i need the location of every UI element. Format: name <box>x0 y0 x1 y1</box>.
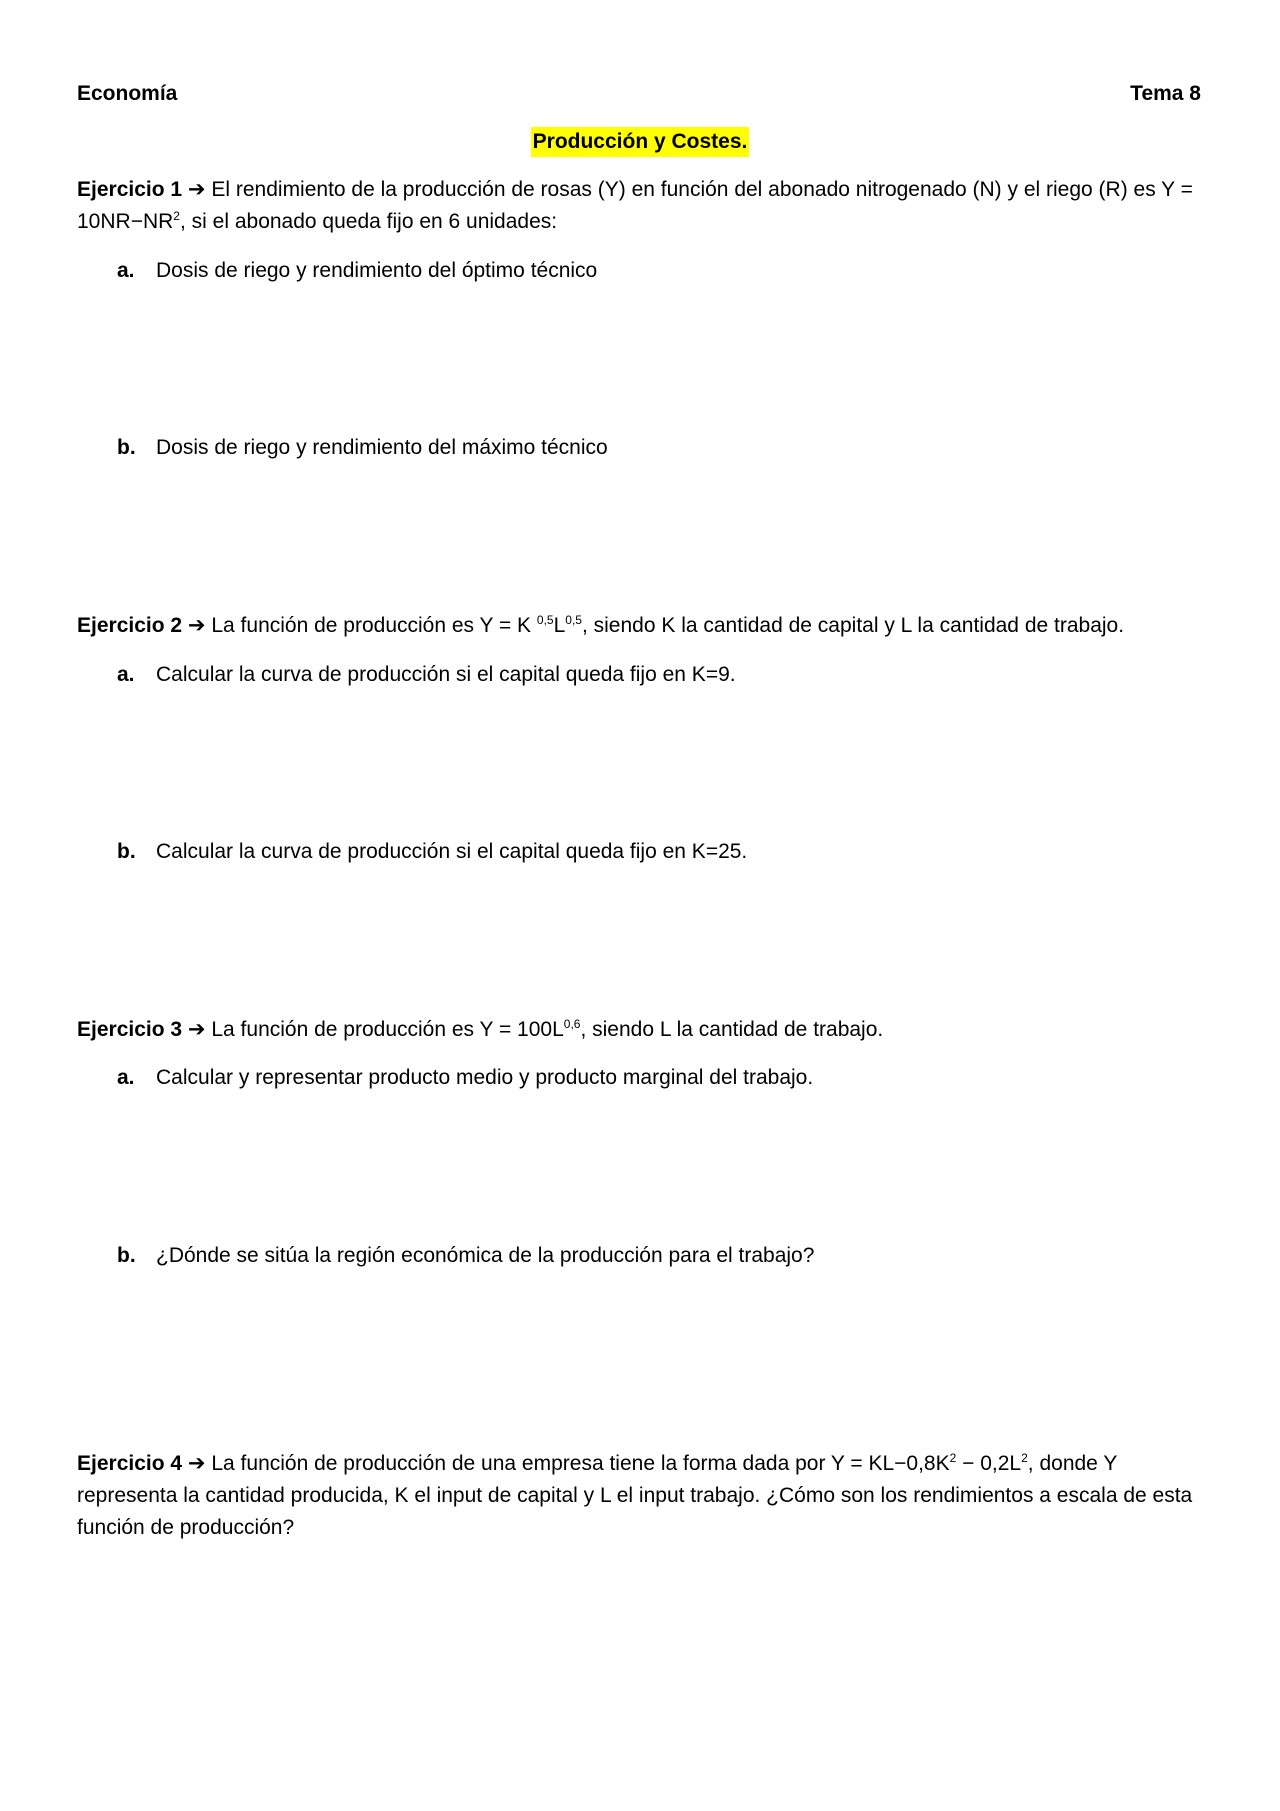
exercise-3-text-end: , siendo L la cantidad de trabajo. <box>580 1018 884 1041</box>
exponent: 2 <box>949 1451 957 1465</box>
exercise-1-label: Ejercicio 1 <box>77 178 183 201</box>
exercise-4-statement <box>77 1448 1201 1544</box>
exercise-3-item-b <box>117 1240 1177 1272</box>
page-title: Producción y Costes. <box>531 127 750 157</box>
subject-label: Economía <box>77 82 178 105</box>
item-text: Dosis de riego y rendimiento del máximo técnico <box>156 436 608 459</box>
exercise-4-text-mid: − 0,2L <box>956 1452 1022 1475</box>
item-letter: a. <box>117 259 135 282</box>
exercise-3-statement <box>77 1014 1201 1046</box>
exercise-4-label: Ejercicio 4 <box>77 1452 183 1475</box>
exercise-2-label: Ejercicio 2 <box>77 614 183 637</box>
exercise-4-text: La función de producción de una empresa tiene la forma dada por Y = KL−0,8K <box>211 1452 950 1475</box>
arrow-icon: ➔ <box>187 1018 206 1041</box>
exercise-3-text: La función de producción es Y = 100L <box>211 1018 564 1041</box>
exercise-1-item-a <box>117 255 1177 287</box>
exponent: 0,5 <box>536 613 554 627</box>
exercise-1-item-b <box>117 432 1177 464</box>
item-text: ¿Dónde se sitúa la región económica de la producción para el trabajo? <box>156 1244 815 1267</box>
item-letter: a. <box>117 663 135 686</box>
exercise-2-item-b <box>117 836 1177 868</box>
item-text: Calcular la curva de producción si el capital queda fijo en K=9. <box>156 663 736 686</box>
exercise-2-statement <box>77 610 1201 642</box>
exercise-3-item-a <box>117 1062 1177 1094</box>
item-text: Calcular la curva de producción si el capital queda fijo en K=25. <box>156 840 748 863</box>
item-letter: b. <box>117 436 136 459</box>
exercise-2-item-a <box>117 659 1177 691</box>
exercise-4-text-end: , donde Y representa la cantidad producida, K el input de capital y L el input trabajo. ¿Cómo son los rendimientos a escala de esta función de producción? <box>77 1452 1193 1539</box>
item-letter: a. <box>117 1066 135 1089</box>
item-letter: b. <box>117 840 136 863</box>
exponent: 2 <box>173 209 180 223</box>
exercise-1-statement <box>77 174 1201 238</box>
item-text: Calcular y representar producto medio y producto marginal del trabajo. <box>156 1066 814 1089</box>
page-header <box>77 78 1201 110</box>
arrow-icon: ➔ <box>187 1452 206 1475</box>
arrow-icon: ➔ <box>187 178 206 201</box>
exercise-2-text: La función de producción es Y = K <box>211 614 537 637</box>
exercise-2-text-end: , siendo K la cantidad de capital y L la cantidad de trabajo. <box>581 614 1125 637</box>
item-letter: b. <box>117 1244 136 1267</box>
exercise-3-label: Ejercicio 3 <box>77 1018 183 1041</box>
exponent: 2 <box>1021 1451 1028 1465</box>
title-container <box>0 126 1280 158</box>
arrow-icon: ➔ <box>187 614 206 637</box>
exercise-2-text-mid: L <box>553 614 566 637</box>
exercise-1-text-end: , si el abonado queda fijo en 6 unidades: <box>179 210 558 233</box>
exponent: 0,6 <box>563 1017 581 1031</box>
exercise-1-text: El rendimiento de la producción de rosas (Y) en función del abonado nitrogenado (N) y el riego (R) es Y = 10NR−NR <box>77 178 1193 233</box>
topic-label: Tema 8 <box>1130 82 1201 105</box>
item-text: Dosis de riego y rendimiento del óptimo técnico <box>156 259 598 282</box>
exponent: 0,5 <box>565 613 582 627</box>
